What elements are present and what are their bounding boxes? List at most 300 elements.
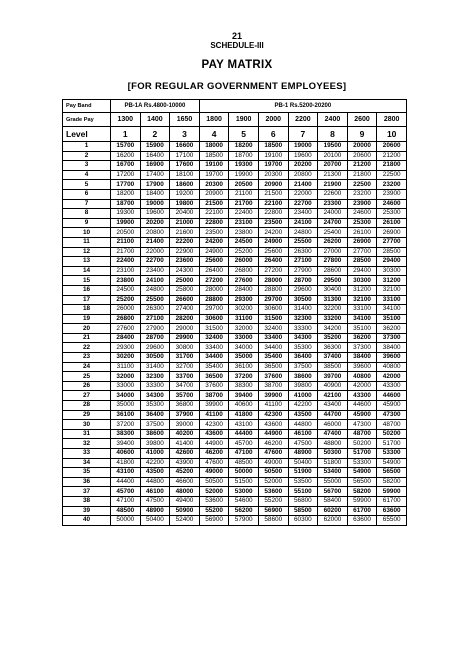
pay-cell: 53600 (199, 496, 229, 506)
pay-cell: 15900 (140, 142, 170, 152)
pay-cell: 28000 (199, 285, 229, 295)
pay-cell: 30600 (258, 305, 288, 315)
pay-cell: 18700 (229, 151, 259, 161)
pay-cell: 53500 (288, 477, 318, 487)
pay-cell: 61700 (347, 506, 377, 516)
pay-cell: 52400 (170, 516, 200, 526)
grade-pay-cell: 1300 (111, 113, 141, 127)
pay-cell: 44900 (199, 439, 229, 449)
pay-cell: 23500 (199, 228, 229, 238)
pay-cell: 23800 (229, 228, 259, 238)
table-row (63, 257, 407, 267)
pay-cell: 30300 (347, 276, 377, 286)
pay-cell: 20600 (347, 151, 377, 161)
pay-cell: 26300 (140, 305, 170, 315)
row-index-cell: 2 (63, 151, 111, 161)
pay-cell: 35700 (170, 391, 200, 401)
pay-cell: 25200 (229, 247, 259, 257)
grade-pay-cell: 2000 (258, 113, 288, 127)
pay-matrix-table (62, 99, 407, 526)
row-index-cell: 39 (63, 506, 111, 516)
pay-cell: 43600 (199, 429, 229, 439)
pay-cell: 37600 (258, 372, 288, 382)
pay-cell: 51700 (377, 439, 407, 449)
pay-cell: 29300 (229, 295, 259, 305)
table-row (63, 410, 407, 420)
pay-cell: 50400 (140, 516, 170, 526)
pay-cell: 24200 (199, 237, 229, 247)
pay-cell: 39400 (229, 391, 259, 401)
pay-cell: 26100 (377, 218, 407, 228)
pay-cell: 19100 (258, 151, 288, 161)
pay-cell: 42100 (318, 391, 348, 401)
pay-cell: 26400 (199, 266, 229, 276)
row-index-cell: 7 (63, 199, 111, 209)
pay-cell: 16900 (140, 161, 170, 171)
pay-cell: 47600 (258, 449, 288, 459)
table-row (63, 458, 407, 468)
pay-cell: 48800 (318, 439, 348, 449)
row-index-cell: 38 (63, 496, 111, 506)
pay-cell: 39400 (111, 439, 141, 449)
pay-cell: 24700 (318, 218, 348, 228)
pay-cell: 27400 (170, 305, 200, 315)
pay-cell: 19900 (229, 170, 259, 180)
pay-cell: 36100 (111, 410, 141, 420)
pay-cell: 55200 (199, 506, 229, 516)
pay-cell: 16700 (111, 161, 141, 171)
pay-cell: 22500 (347, 180, 377, 190)
pay-cell: 28800 (258, 285, 288, 295)
pay-cell: 20700 (318, 161, 348, 171)
pay-cell: 22700 (140, 257, 170, 267)
pay-cell: 32100 (377, 285, 407, 295)
pay-cell: 56800 (288, 496, 318, 506)
pay-cell: 45200 (170, 468, 200, 478)
pay-cell: 27000 (318, 247, 348, 257)
pay-cell: 30500 (288, 295, 318, 305)
pay-cell: 40200 (170, 429, 200, 439)
table-row (63, 285, 407, 295)
pay-cell: 23500 (258, 218, 288, 228)
table-row (63, 477, 407, 487)
pay-cell: 38700 (199, 391, 229, 401)
pay-cell: 22200 (170, 237, 200, 247)
pay-cell: 31400 (288, 305, 318, 315)
pay-cell: 20800 (140, 228, 170, 238)
pay-cell: 32300 (288, 314, 318, 324)
pay-cell: 34000 (111, 391, 141, 401)
pay-cell: 24900 (258, 237, 288, 247)
pay-cell: 43400 (318, 401, 348, 411)
pay-cell: 58500 (288, 506, 318, 516)
pay-cell: 53400 (318, 468, 348, 478)
pay-cell: 16400 (140, 151, 170, 161)
pay-cell: 41100 (199, 410, 229, 420)
pay-cell: 21900 (318, 180, 348, 190)
pay-cell: 47600 (199, 458, 229, 468)
pay-cell: 44900 (258, 429, 288, 439)
pay-cell: 35000 (229, 353, 259, 363)
pay-cell: 55000 (318, 477, 348, 487)
page-number: 21 (231, 31, 242, 41)
table-row (63, 247, 407, 257)
pay-cell: 34100 (347, 314, 377, 324)
level-cell: 3 (170, 127, 200, 142)
pay-cell: 49000 (199, 468, 229, 478)
pay-cell: 17600 (170, 161, 200, 171)
pay-cell: 18100 (170, 170, 200, 180)
pay-cell: 22700 (288, 199, 318, 209)
row-index-cell: 24 (63, 362, 111, 372)
pay-cell: 19500 (318, 142, 348, 152)
pay-cell: 21600 (170, 228, 200, 238)
pay-cell: 43600 (258, 420, 288, 430)
pay-cell: 54600 (229, 496, 259, 506)
table-row (63, 189, 407, 199)
row-index-cell: 25 (63, 372, 111, 382)
pay-cell: 56500 (377, 468, 407, 478)
pay-cell: 53300 (377, 449, 407, 459)
level-cell: 6 (258, 127, 288, 142)
pay-cell: 31200 (347, 285, 377, 295)
pay-cell: 47500 (288, 439, 318, 449)
pay-cell: 34300 (140, 391, 170, 401)
pay-cell: 33700 (170, 372, 200, 382)
pay-cell: 53000 (229, 487, 259, 497)
pay-cell: 58200 (347, 487, 377, 497)
pay-cell: 32200 (318, 305, 348, 315)
table-row (63, 324, 407, 334)
pay-cell: 22400 (229, 209, 259, 219)
pay-cell: 22900 (170, 247, 200, 257)
pay-cell: 20200 (288, 161, 318, 171)
row-index-cell: 9 (63, 218, 111, 228)
pay-cell: 36200 (377, 324, 407, 334)
pay-cell: 61700 (377, 496, 407, 506)
grade-pay-cell: 1900 (229, 113, 259, 127)
pay-cell: 46100 (288, 429, 318, 439)
pay-cell: 39600 (347, 362, 377, 372)
pay-cell: 54900 (377, 458, 407, 468)
pay-cell: 59900 (377, 487, 407, 497)
level-cell: 10 (377, 127, 407, 142)
pay-band-header: PB-1A Rs.4800-10000 (111, 100, 200, 113)
pay-cell: 23200 (377, 180, 407, 190)
pay-cell: 24100 (140, 276, 170, 286)
pay-cell: 37200 (229, 372, 259, 382)
pay-cell: 21400 (140, 237, 170, 247)
pay-cell: 23400 (288, 209, 318, 219)
pay-cell: 27600 (229, 276, 259, 286)
row-index-cell: 37 (63, 487, 111, 497)
pay-cell: 18500 (199, 151, 229, 161)
pay-cell: 25300 (347, 218, 377, 228)
pay-cell: 21500 (199, 199, 229, 209)
pay-cell: 22600 (318, 189, 348, 199)
pay-cell: 26800 (111, 314, 141, 324)
pay-cell: 20400 (170, 209, 200, 219)
pay-cell: 38500 (318, 362, 348, 372)
pay-cell: 43500 (288, 410, 318, 420)
pay-cell: 23100 (229, 218, 259, 228)
pay-cell: 41800 (229, 410, 259, 420)
pay-cell: 27600 (111, 324, 141, 334)
pay-cell: 24600 (377, 199, 407, 209)
pay-cell: 29000 (170, 324, 200, 334)
pay-cell: 35400 (199, 362, 229, 372)
pay-cell: 32400 (199, 333, 229, 343)
pay-cell: 25200 (111, 295, 141, 305)
pay-cell: 21100 (229, 189, 259, 199)
pay-cell: 21200 (377, 151, 407, 161)
pay-cell: 43300 (377, 381, 407, 391)
table-row (63, 333, 407, 343)
pay-cell: 37200 (111, 420, 141, 430)
pay-cell: 17900 (140, 180, 170, 190)
pay-cell: 50000 (229, 468, 259, 478)
row-index-cell: 32 (63, 439, 111, 449)
pay-cell: 33200 (318, 314, 348, 324)
pay-cell: 55200 (258, 496, 288, 506)
row-index-cell: 36 (63, 477, 111, 487)
pay-cell: 24600 (347, 209, 377, 219)
pay-cell: 28400 (111, 333, 141, 343)
pay-cell: 51700 (347, 449, 377, 459)
pay-cell: 18200 (229, 142, 259, 152)
pay-cell: 20000 (347, 142, 377, 152)
pay-cell: 63600 (347, 516, 377, 526)
pay-cell: 19800 (170, 199, 200, 209)
row-index-cell: 10 (63, 228, 111, 238)
table-row (63, 381, 407, 391)
table-row (63, 449, 407, 459)
table-row (63, 487, 407, 497)
pay-cell: 31200 (377, 276, 407, 286)
row-index-cell: 13 (63, 257, 111, 267)
row-index-cell: 29 (63, 410, 111, 420)
pay-cell: 38300 (229, 381, 259, 391)
pay-cell: 25300 (377, 209, 407, 219)
pay-cell: 28200 (170, 314, 200, 324)
pay-cell: 24000 (318, 209, 348, 219)
pay-cell: 26400 (258, 257, 288, 267)
pay-cell: 29600 (140, 343, 170, 353)
pay-cell: 31100 (111, 362, 141, 372)
table-row (63, 170, 407, 180)
table-row (63, 496, 407, 506)
pay-cell: 33100 (377, 295, 407, 305)
pay-cell: 19200 (170, 189, 200, 199)
pay-cell: 23200 (347, 189, 377, 199)
pay-cell: 46200 (258, 439, 288, 449)
pay-cell: 56200 (229, 506, 259, 516)
table-row (63, 314, 407, 324)
pay-cell: 25600 (199, 257, 229, 267)
pay-cell: 19300 (229, 161, 259, 171)
row-index-cell: 4 (63, 170, 111, 180)
pay-cell: 37400 (318, 353, 348, 363)
pay-cell: 22800 (199, 218, 229, 228)
pay-cell: 28700 (140, 333, 170, 343)
table-row (63, 343, 407, 353)
pay-cell: 32000 (111, 372, 141, 382)
pay-cell: 43100 (111, 468, 141, 478)
pay-cell: 39900 (258, 391, 288, 401)
pay-cell: 19600 (140, 209, 170, 219)
pay-cell: 50200 (377, 429, 407, 439)
row-index-cell: 30 (63, 420, 111, 430)
pay-cell: 22000 (288, 189, 318, 199)
row-index-cell: 31 (63, 429, 111, 439)
pay-cell: 30300 (377, 266, 407, 276)
pay-cell: 43900 (170, 458, 200, 468)
pay-cell: 26000 (229, 257, 259, 267)
pay-cell: 21000 (170, 218, 200, 228)
grade-pay-cell: 2600 (347, 113, 377, 127)
table-row (63, 372, 407, 382)
pay-cell: 44800 (288, 420, 318, 430)
level-label: Level (63, 127, 111, 142)
row-index-cell: 17 (63, 295, 111, 305)
pay-cell: 19600 (288, 151, 318, 161)
pay-cell: 20800 (288, 170, 318, 180)
pay-cell: 21700 (229, 199, 259, 209)
level-row (63, 127, 407, 142)
pay-cell: 32300 (140, 372, 170, 382)
row-index-cell: 15 (63, 276, 111, 286)
pay-cell: 48500 (111, 506, 141, 516)
pay-cell: 28800 (199, 295, 229, 305)
pay-cell: 49400 (170, 496, 200, 506)
table-row (63, 391, 407, 401)
pay-cell: 26600 (170, 295, 200, 305)
table-row (63, 468, 407, 478)
pay-cell: 36500 (258, 362, 288, 372)
pay-cell: 19000 (140, 199, 170, 209)
pay-cell: 31100 (229, 314, 259, 324)
grade-pay-label: Grade Pay (63, 113, 111, 127)
pay-cell: 35400 (258, 353, 288, 363)
table-row (63, 429, 407, 439)
pay-cell: 20300 (258, 170, 288, 180)
table-row (63, 142, 407, 152)
pay-band-row (63, 100, 407, 113)
pay-cell: 15700 (111, 142, 141, 152)
pay-cell: 56900 (258, 506, 288, 516)
pay-cell: 58200 (377, 477, 407, 487)
pay-cell: 29700 (258, 295, 288, 305)
pay-cell: 57900 (229, 516, 259, 526)
pay-cell: 22100 (258, 199, 288, 209)
pay-cell: 22100 (199, 209, 229, 219)
document-title: PAY MATRIX (201, 59, 273, 71)
pay-cell: 36300 (318, 343, 348, 353)
pay-cell: 34300 (288, 333, 318, 343)
pay-cell: 26800 (229, 266, 259, 276)
pay-cell: 51900 (288, 468, 318, 478)
pay-cell: 20100 (318, 151, 348, 161)
row-index-cell: 5 (63, 180, 111, 190)
table-row (63, 305, 407, 315)
pay-cell: 34000 (229, 343, 259, 353)
pay-cell: 52000 (199, 487, 229, 497)
pay-cell: 47300 (347, 420, 377, 430)
pay-cell: 31700 (170, 353, 200, 363)
pay-cell: 23800 (111, 276, 141, 286)
table-row (63, 420, 407, 430)
pay-cell: 18000 (199, 142, 229, 152)
pay-cell: 29400 (347, 266, 377, 276)
pay-cell: 42600 (170, 449, 200, 459)
pay-cell: 24900 (199, 247, 229, 257)
pay-cell: 50500 (199, 477, 229, 487)
row-index-cell: 33 (63, 449, 111, 459)
pay-cell: 19700 (258, 161, 288, 171)
pay-cell: 16200 (111, 151, 141, 161)
pay-cell: 40900 (318, 381, 348, 391)
pay-cell: 59900 (347, 496, 377, 506)
row-index-cell: 16 (63, 285, 111, 295)
pay-cell: 33000 (229, 333, 259, 343)
table-row (63, 161, 407, 171)
pay-cell: 27100 (140, 314, 170, 324)
grade-pay-cell: 1650 (170, 113, 200, 127)
row-index-cell: 23 (63, 353, 111, 363)
level-cell: 8 (318, 127, 348, 142)
row-index-cell: 19 (63, 314, 111, 324)
pay-cell: 26900 (377, 228, 407, 238)
pay-cell: 37500 (288, 362, 318, 372)
table-row (63, 353, 407, 363)
pay-cell: 48700 (377, 420, 407, 430)
pay-cell: 32000 (229, 324, 259, 334)
grade-pay-cell: 1800 (199, 113, 229, 127)
pay-cell: 53300 (347, 458, 377, 468)
pay-cell: 48900 (140, 506, 170, 516)
level-cell: 4 (199, 127, 229, 142)
pay-cell: 50500 (258, 468, 288, 478)
pay-cell: 42000 (377, 372, 407, 382)
pay-cell: 21800 (347, 170, 377, 180)
pay-cell: 20300 (199, 180, 229, 190)
pay-cell: 27900 (288, 266, 318, 276)
pay-cell: 28500 (377, 247, 407, 257)
pay-cell: 58400 (318, 496, 348, 506)
pay-cell: 23900 (377, 189, 407, 199)
pay-cell: 38600 (288, 372, 318, 382)
pay-cell: 48500 (229, 458, 259, 468)
pay-cell: 36100 (229, 362, 259, 372)
pay-cell: 44400 (229, 429, 259, 439)
pay-cell: 29700 (199, 305, 229, 315)
pay-cell: 49000 (258, 458, 288, 468)
pay-cell: 46000 (318, 420, 348, 430)
table-row (63, 237, 407, 247)
pay-cell: 54900 (347, 468, 377, 478)
pay-cell: 43300 (347, 391, 377, 401)
pay-cell: 23900 (347, 199, 377, 209)
level-cell: 1 (111, 127, 141, 142)
table-row (63, 362, 407, 372)
pay-cell: 30500 (140, 353, 170, 363)
pay-cell: 50400 (288, 458, 318, 468)
pay-cell: 56700 (318, 487, 348, 497)
pay-cell: 42300 (258, 410, 288, 420)
level-cell: 5 (229, 127, 259, 142)
row-index-cell: 40 (63, 516, 111, 526)
pay-cell: 35000 (111, 401, 141, 411)
